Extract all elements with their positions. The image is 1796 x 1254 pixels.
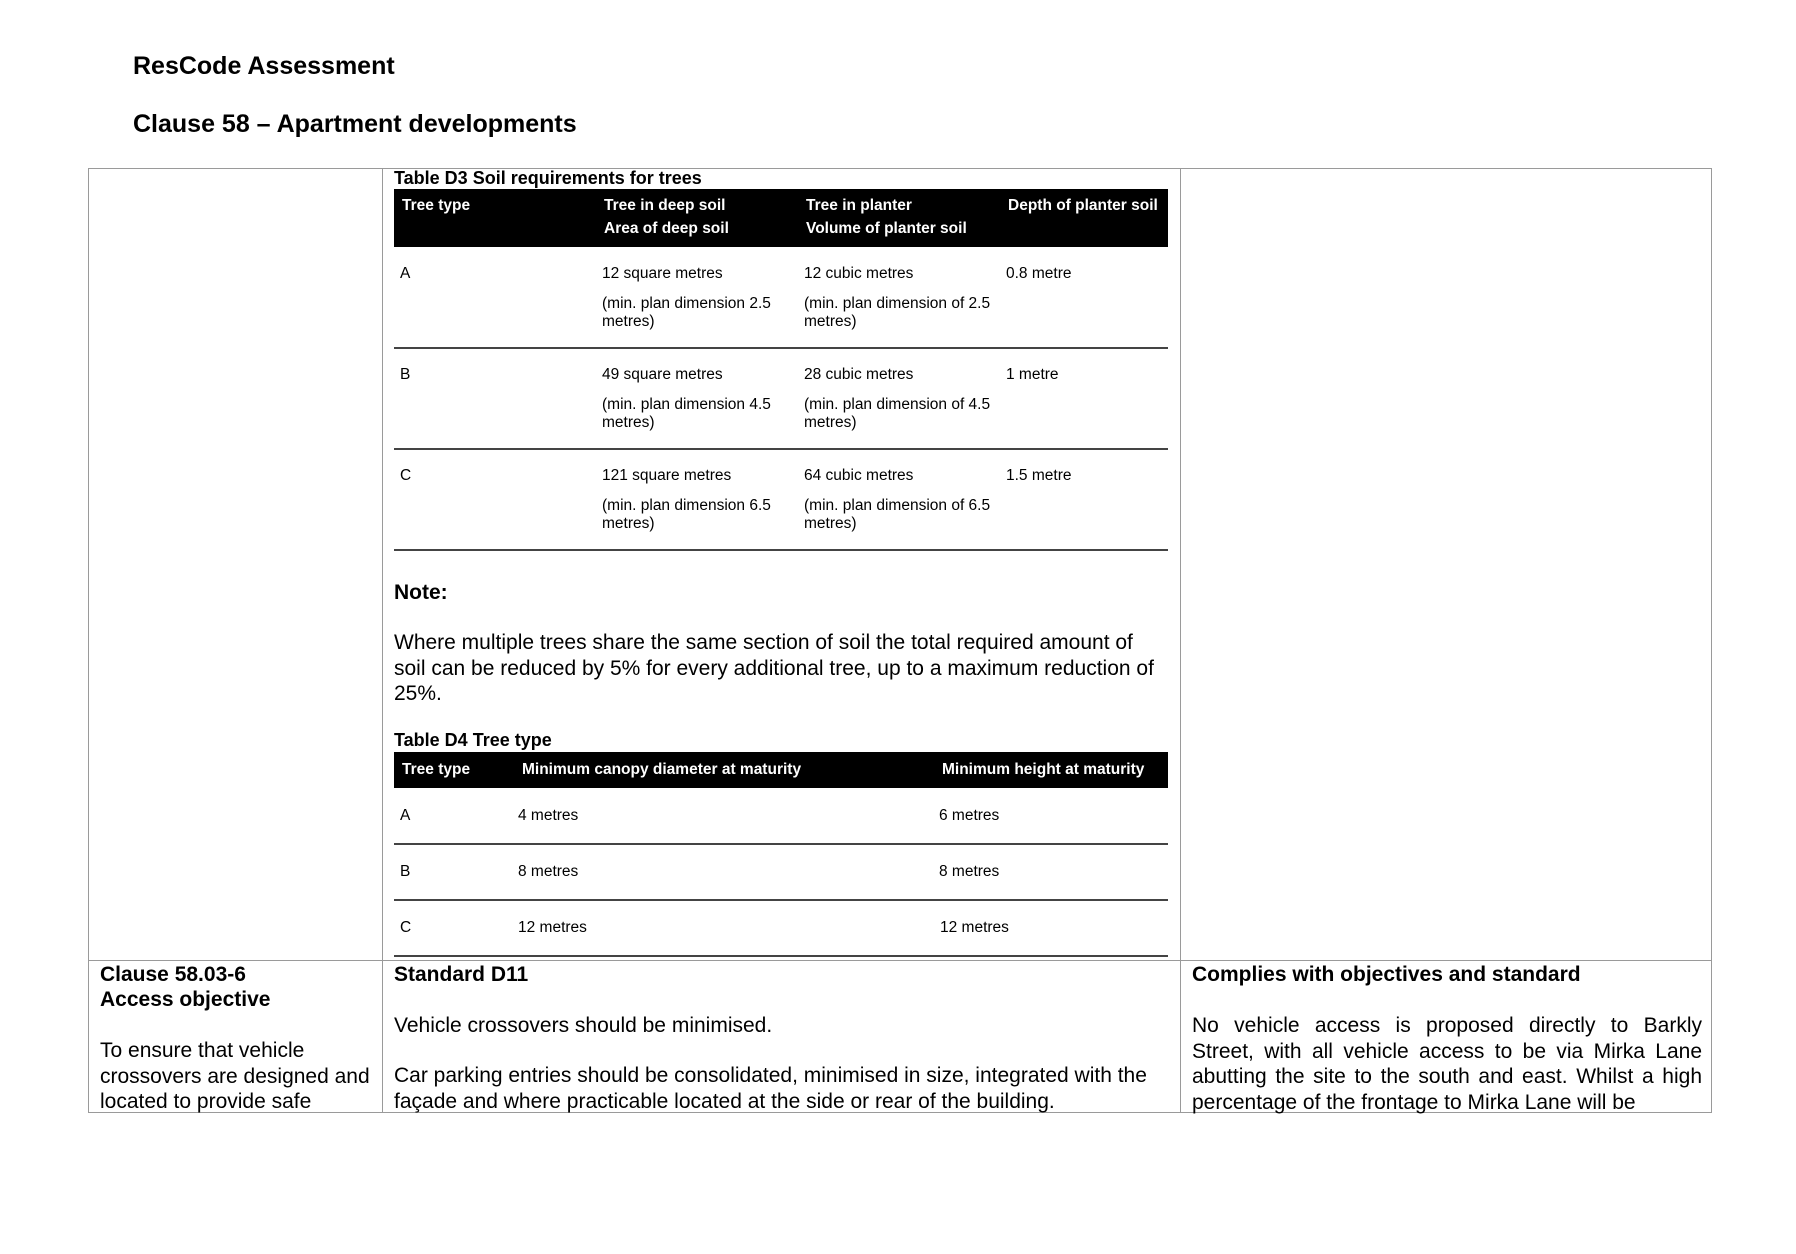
row-rule <box>394 448 1168 450</box>
table-d4-col-tree-type: Tree type <box>402 761 471 778</box>
row-rule <box>394 347 1168 349</box>
table-d3-col-tree-type: Tree type <box>402 197 471 214</box>
column-divider-1 <box>382 168 383 1113</box>
table-d3-sub-volume: Volume of planter soil <box>806 220 967 237</box>
planter-note-cell-2: metres) <box>804 515 857 532</box>
deep-note-cell-2: metres) <box>602 313 655 330</box>
height-cell: 12 metres <box>940 919 1009 936</box>
planter-vol-cell: 12 cubic metres <box>804 265 914 282</box>
planter-vol-cell: 64 cubic metres <box>804 467 914 484</box>
table-d4-col-height: Minimum height at maturity <box>942 761 1145 778</box>
table-d3-col-deep-soil: Tree in deep soil <box>604 197 726 214</box>
table-d3-title: Table D3 Soil requirements for trees <box>394 168 702 188</box>
standard-title: Standard D11 <box>394 963 529 986</box>
row-rule <box>394 843 1168 845</box>
canopy-cell: 4 metres <box>518 807 579 824</box>
planter-note-cell-2: metres) <box>804 313 857 330</box>
depth-cell: 1 metre <box>1006 366 1059 383</box>
height-cell: 8 metres <box>939 863 1000 880</box>
standard-paragraph-1: Vehicle crossovers should be minimised. <box>394 1014 773 1037</box>
canopy-cell: 12 metres <box>518 919 587 936</box>
assessment-verdict: Complies with objectives and standard <box>1192 963 1581 986</box>
table-d3-header <box>394 189 1168 247</box>
table-d3-col-planter: Tree in planter <box>806 197 912 214</box>
objective-title: Access objective <box>100 988 271 1011</box>
deep-area-cell: 12 square metres <box>602 265 723 282</box>
planter-note-cell: (min. plan dimension of 4.5 <box>804 396 991 413</box>
planter-vol-cell: 28 cubic metres <box>804 366 914 383</box>
column-divider-2 <box>1180 168 1181 1113</box>
note-label: Note: <box>394 581 448 604</box>
depth-cell: 1.5 metre <box>1006 467 1072 484</box>
tree-type-cell: A <box>400 807 411 824</box>
page-heading: ResCode Assessment <box>133 52 395 80</box>
depth-cell: 0.8 metre <box>1006 265 1072 282</box>
tree-type-cell: B <box>400 863 411 880</box>
deep-note-cell: (min. plan dimension 2.5 <box>602 295 771 312</box>
page-subheading: Clause 58 – Apartment developments <box>133 110 577 138</box>
objective-text: To ensure that vehicle crossovers are designed and located to provide safe <box>100 1039 370 1113</box>
deep-area-cell: 121 square metres <box>602 467 732 484</box>
tree-type-cell: B <box>400 366 411 383</box>
row-divider <box>88 960 1712 961</box>
deep-area-cell: 49 square metres <box>602 366 723 383</box>
canopy-cell: 8 metres <box>518 863 579 880</box>
deep-note-cell-2: metres) <box>602 515 655 532</box>
planter-note-cell: (min. plan dimension of 2.5 <box>804 295 991 312</box>
table-d4-header <box>394 752 1168 788</box>
assessment-text: No vehicle access is proposed directly to Barkly Street, with all vehicle access to be via Mirka Lane abutting the site to the south and east. Whilst a high percentage of the frontage to Mirka Lane will be <box>1192 1014 1702 1114</box>
deep-note-cell-2: metres) <box>602 414 655 431</box>
table-d3-sub-area: Area of deep soil <box>604 220 729 237</box>
tree-type-cell: A <box>400 265 411 282</box>
table-d4-title: Table D4 Tree type <box>394 730 552 750</box>
row-rule <box>394 955 1168 957</box>
deep-note-cell: (min. plan dimension 4.5 <box>602 396 771 413</box>
table-d4-col-canopy: Minimum canopy diameter at maturity <box>522 761 802 778</box>
row-rule <box>394 899 1168 901</box>
planter-note-cell: (min. plan dimension of 6.5 <box>804 497 991 514</box>
deep-note-cell: (min. plan dimension 6.5 <box>602 497 771 514</box>
height-cell: 6 metres <box>939 807 1000 824</box>
table-d3-col-depth: Depth of planter soil <box>1008 197 1158 214</box>
tree-type-cell: C <box>400 919 412 936</box>
standard-paragraph-2: Car parking entries should be consolidated, minimised in size, integrated with the façade and where practicable located at the side or rear of the building. <box>394 1064 1147 1113</box>
planter-note-cell-2: metres) <box>804 414 857 431</box>
note-text: Where multiple trees share the same section of soil the total required amount of soil can be reduced by 5% for every additional tree, up to a maximum reduction of 25%. <box>394 631 1154 705</box>
clause-number: Clause 58.03-6 <box>100 963 246 986</box>
row-rule <box>394 549 1168 551</box>
tree-type-cell: C <box>400 467 412 484</box>
